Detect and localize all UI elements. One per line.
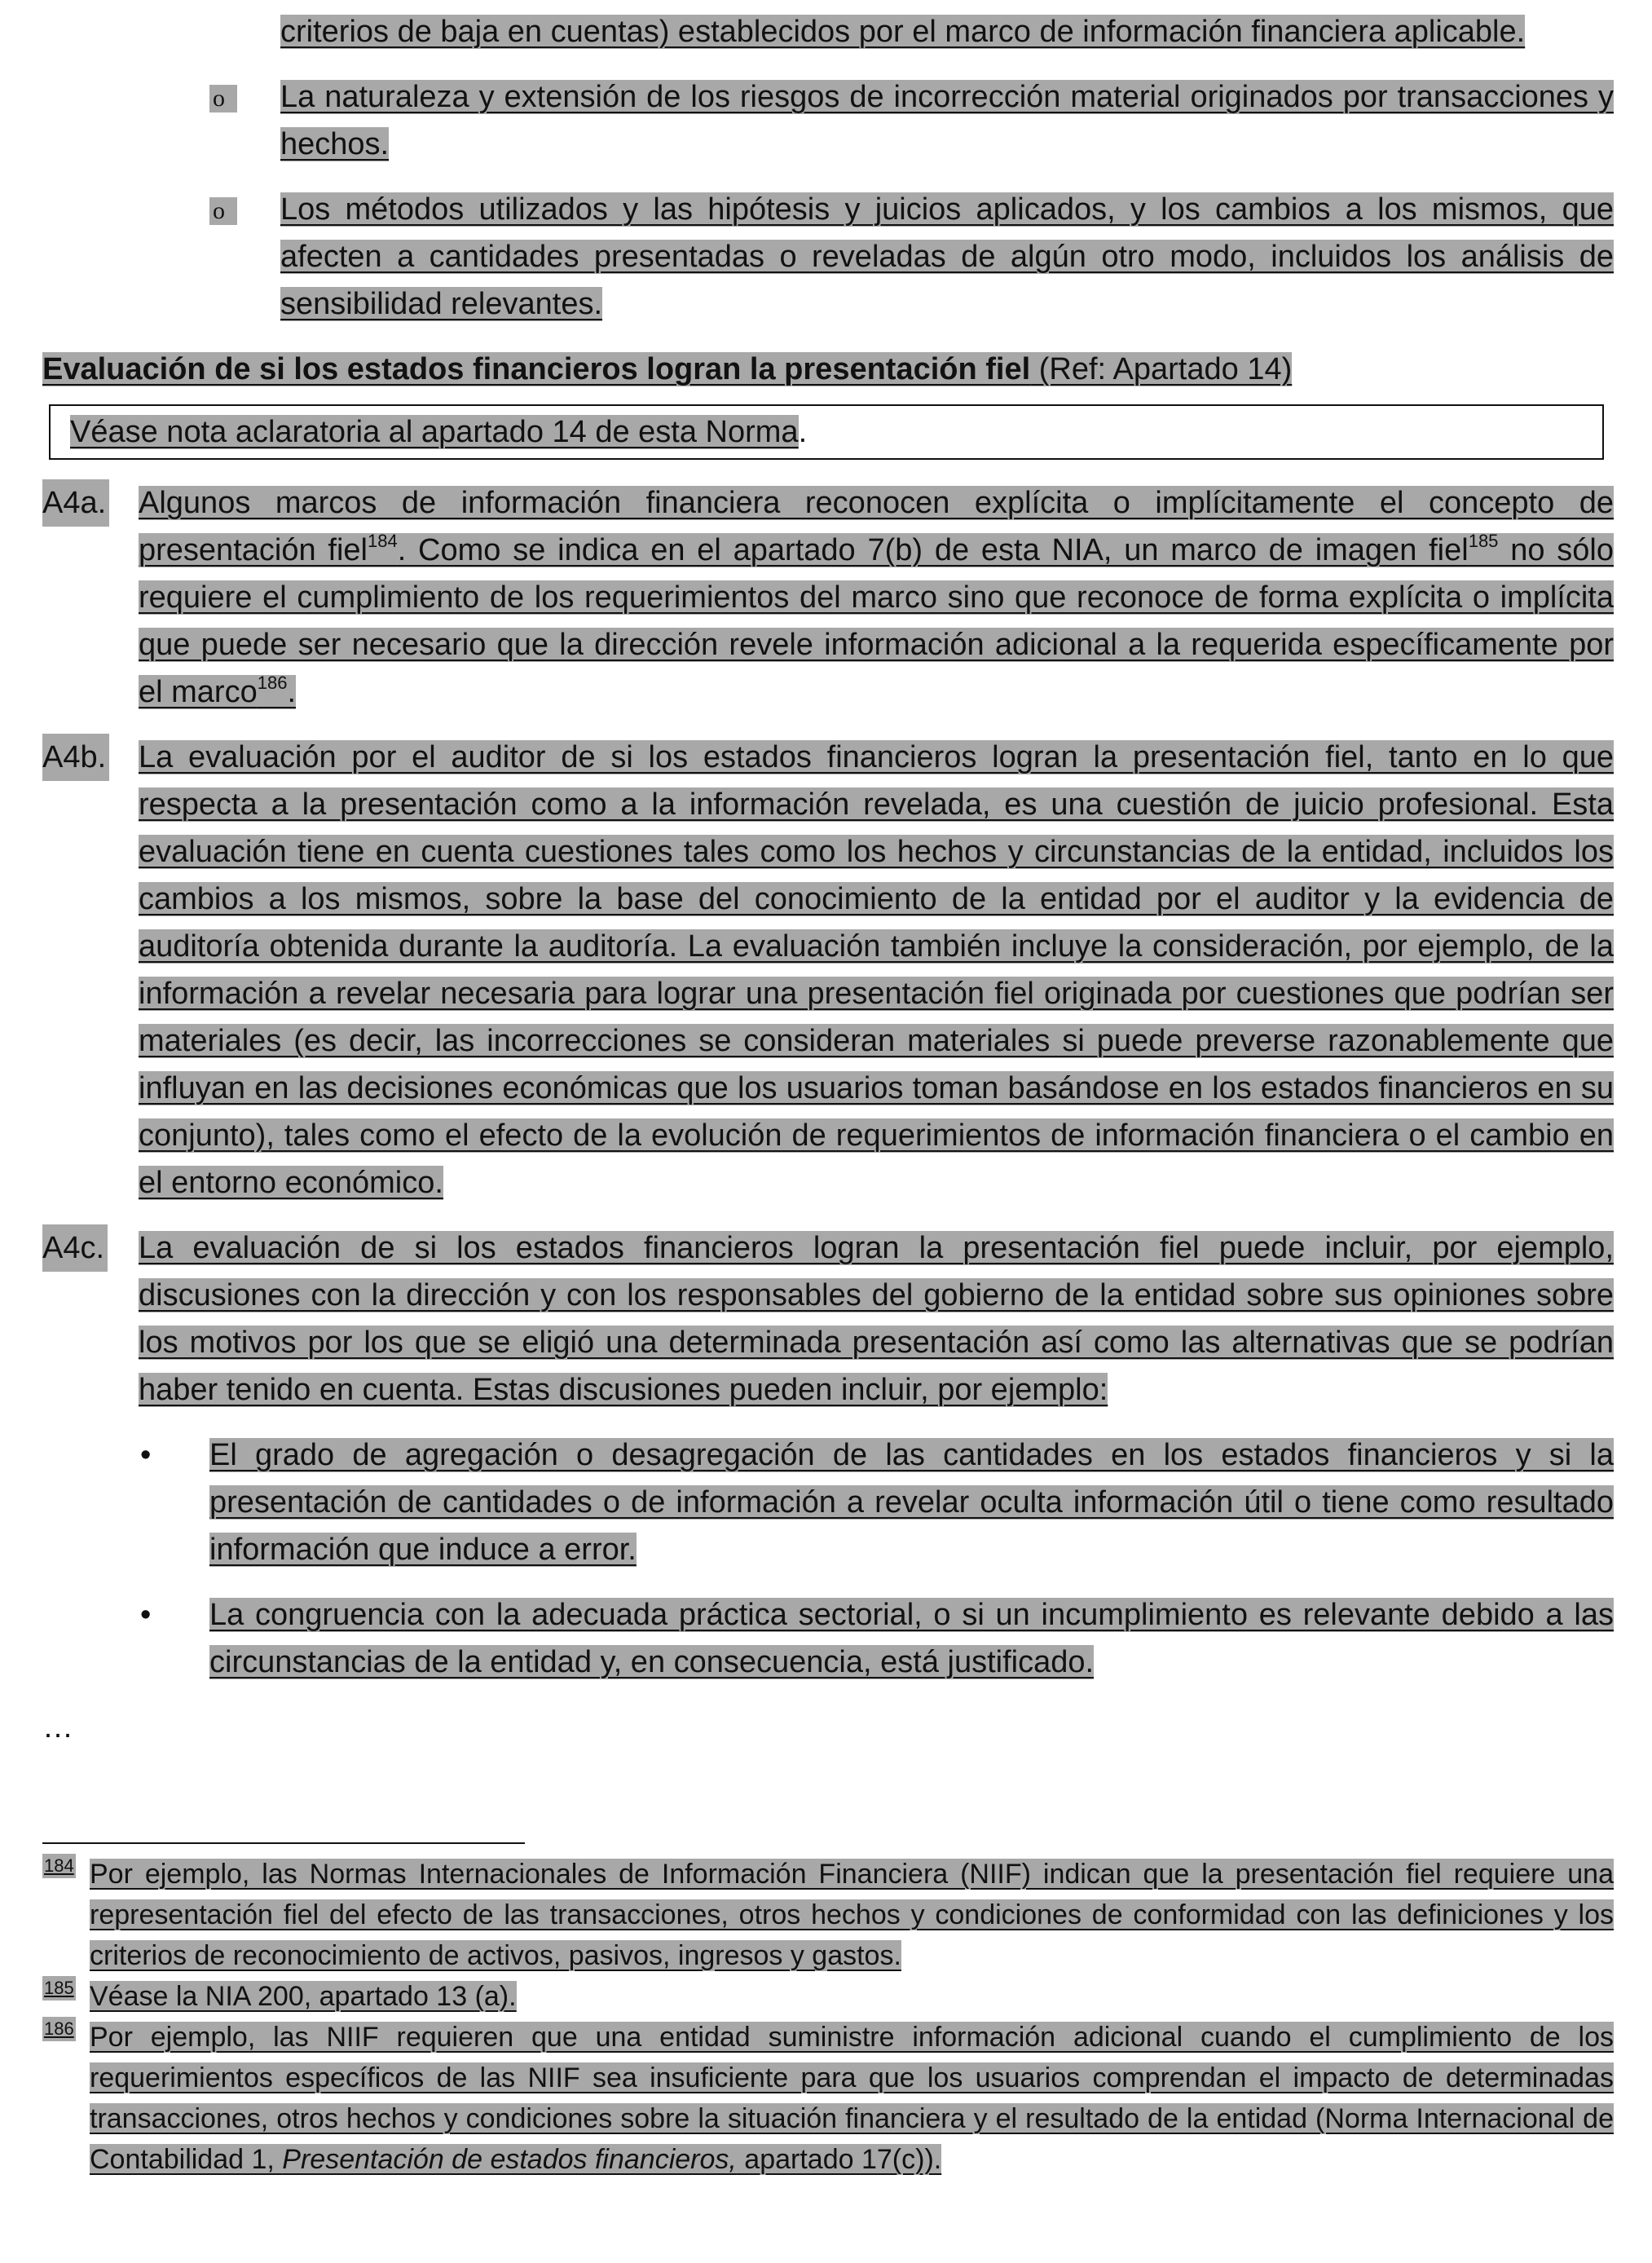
sub-item-text: criterios de baja en cuentas) establecidos por el marco de información financiera aplicable. [280, 15, 1526, 49]
paragraph-text: La evaluación por el auditor de si los estados financieros logran la presentación fiel, tanto en lo que respecta a la presentación como a la información revelada, es una cuestión de juicio profesional. Esta evaluación tiene en cuenta cuestiones tales como los hechos y circunstancias de la entidad, incluidos los cambios a los mismos, sobre la base del conocimiento de la entidad por el auditor y la evidencia de auditoría obtenida durante la auditoría. La evaluación también incluye la consideración, por ejemplo, de la información a revelar necesaria para lograr una presentación fiel originada por cuestiones que podrían ser materiales (es decir, las incorrecciones se consideran materiales si puede preverse razonablemente que influyan en las decisiones económicas que los usuarios toman basándose en los estados financieros en su conjunto), tales como el efecto de la evolución de requerimientos de información financiera o el cambio en el entorno económico. [139, 740, 1614, 1200]
paragraph-text-part: Algunos marcos de información financiera reconocen explícita o implícitamente el concepto de presentación fiel [139, 486, 1614, 567]
footnote-number: 184 [42, 1854, 76, 1878]
footnote-184 [42, 1854, 1614, 1976]
footnote-italic-title: Presentación de estados financieros, [282, 2144, 737, 2175]
sub-item-text: Los métodos utilizados y las hipótesis y juicios aplicados, y los cambios a los mismos, que afecten a cantidades presentadas o reveladas de algún otro modo, incluidos los análisis de sensibilidad relevantes. [280, 192, 1614, 321]
paragraph-text: La evaluación de si los estados financieros logran la presentación fiel puede incluir, por ejemplo, discusiones con la dirección y con los responsables del gobierno de la entidad sobre sus opiniones sobre los motivos por los que se eligió una determinada presentación así como las alternativas que se podrían haber tenido en cuenta. Estas discusiones pueden incluir, por ejemplo: [139, 1231, 1614, 1407]
sub-item-marker: o [209, 85, 237, 112]
paragraph-text-part: . [287, 675, 296, 709]
bullet-text: El grado de agregación o desagregación de las cantidades en los estados financieros y si la presentación de cantidades o de información a revelar oculta información útil o tiene como resultado información que induce a error. [209, 1438, 1614, 1567]
bullet-marker: • [140, 1598, 152, 1632]
footnote-separator [42, 1842, 525, 1844]
sub-item-marker: o [209, 197, 237, 225]
note-box [49, 404, 1604, 460]
footnote-text: Véase la NIA 200, apartado 13 (a). [90, 1981, 517, 2012]
note-box-text: Véase nota aclaratoria al apartado 14 de esta Norma [70, 415, 799, 449]
section-heading [42, 346, 1614, 393]
bullet-marker: • [140, 1438, 152, 1472]
document-page [42, 8, 1614, 2180]
footnote-185 [42, 1976, 1614, 2017]
paragraph-number: A4a. [42, 479, 109, 527]
footnote-text-part: apartado 17(c)). [736, 2144, 942, 2175]
sub-item [42, 73, 1614, 168]
footnote-number: 186 [42, 2017, 76, 2041]
footnote-text [90, 2022, 1614, 2175]
paragraph-number: A4b. [42, 734, 109, 781]
footnote-ref-186[interactable]: 186 [257, 673, 288, 693]
sub-item [42, 186, 1614, 328]
footnote-text-part: Por ejemplo, las NIIF requieren que una entidad suministre información adicional cuando el cumplimiento de los requerimientos específicos de las NIIF sea insuficiente para que los usuarios comprendan el impacto de determinadas transacciones, otros hechos y condiciones sobre la situación financiera y el resultado de la entidad (Norma Internacional de Contabilidad 1, [90, 2022, 1614, 2175]
section-heading-title: Evaluación de si los estados financieros logran la presentación fiel [42, 352, 1031, 386]
section-heading-ref: (Ref: Apartado 14) [1030, 352, 1293, 386]
note-box-tail: . [798, 415, 808, 449]
footnote-ref-185[interactable]: 185 [1468, 531, 1499, 551]
paragraph-a4a [42, 479, 1614, 716]
paragraph-a4c [42, 1224, 1614, 1414]
paragraph-text-part: no sólo requiere el cumplimiento de los requerimientos del marco sino que reconoce de forma explícita o implícita que puede ser necesario que la dirección revele información adicional a la requerida específicamente por el marco [139, 533, 1614, 709]
footnote-text: Por ejemplo, las Normas Internacionales de Información Financiera (NIIF) indican que la presentación fiel requiere una representación fiel del efecto de las transacciones, otros hechos y condiciones de conformidad con las definiciones y los criterios de reconocimiento de activos, pasivos, ingresos y gastos. [90, 1859, 1614, 1971]
footnote-186 [42, 2017, 1614, 2180]
bullet-item [42, 1431, 1614, 1573]
paragraph-text [139, 486, 1614, 709]
footnote-number: 185 [42, 1976, 76, 2001]
sub-item-continuation [42, 8, 1614, 55]
sub-item-text: La naturaleza y extensión de los riesgos de incorrección material originados por transacciones y hechos. [280, 80, 1614, 161]
ellipsis: … [42, 1710, 73, 1745]
bullet-text: La congruencia con la adecuada práctica sectorial, o si un incumplimiento es relevante debido a las circunstancias de la entidad y, en consecuencia, está justificado. [209, 1598, 1614, 1679]
paragraph-text-part: . Como se indica en el apartado 7(b) de esta NIA, un marco de imagen fiel [397, 533, 1469, 567]
footnote-ref-184[interactable]: 184 [367, 531, 398, 551]
paragraph-number: A4c. [42, 1224, 108, 1272]
bullet-item [42, 1591, 1614, 1686]
paragraph-a4b [42, 734, 1614, 1206]
